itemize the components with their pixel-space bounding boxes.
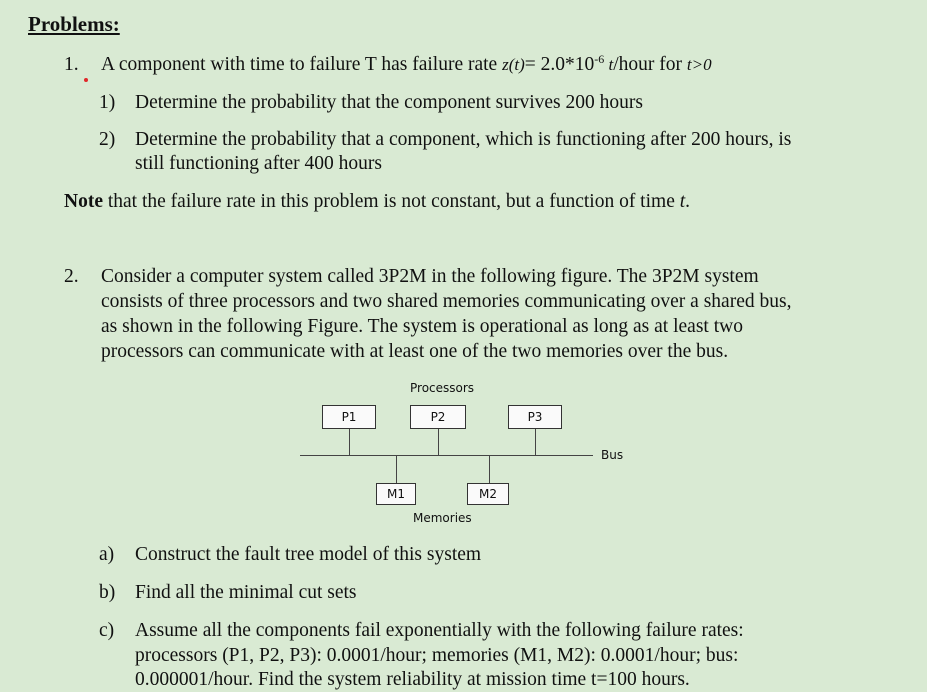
processor-p2-box: P2 bbox=[410, 405, 466, 429]
p3-connector bbox=[535, 429, 536, 455]
note-t-var: t bbox=[679, 191, 686, 212]
red-marker-dot bbox=[84, 78, 88, 82]
p2-connector bbox=[438, 429, 439, 455]
m1-connector bbox=[396, 455, 397, 483]
p1-text-c: /hour for bbox=[613, 54, 687, 75]
p2-item-a-num: a) bbox=[99, 544, 115, 565]
p2-item-c-line3: 0.000001/hour. Find the system reliability at mission time t=100 hours. bbox=[135, 669, 690, 690]
problem-1-statement bbox=[101, 53, 712, 77]
processor-p3-box: P3 bbox=[508, 405, 562, 429]
note-text: that the failure rate in this problem is not constant, but a function of time bbox=[102, 191, 680, 212]
memory-m1-box: M1 bbox=[376, 483, 416, 505]
p1-item-2-line2: still functioning after 400 hours bbox=[135, 153, 382, 174]
p2-item-c-line2: processors (P1, P2, P3): 0.0001/hour; memories (M1, M2): 0.0001/hour; bus: bbox=[135, 645, 739, 666]
p1-connector bbox=[349, 429, 350, 455]
p1-rate-lhs: z(t) bbox=[502, 55, 525, 74]
p1-t-var: t bbox=[604, 55, 614, 74]
page-title: Problems: bbox=[28, 12, 120, 36]
p1-exponent: -6 bbox=[594, 52, 605, 66]
p1-condition: t>0 bbox=[686, 55, 712, 74]
p2-line-2: consists of three processors and two shared memories communicating over a shared bus, bbox=[101, 291, 792, 312]
processor-p1-box: P1 bbox=[322, 405, 376, 429]
processors-label: Processors bbox=[410, 381, 475, 395]
p2-item-a-text: Construct the fault tree model of this system bbox=[135, 544, 482, 565]
p1-item-2-num: 2) bbox=[99, 129, 116, 150]
p2-item-b-text: Find all the minimal cut sets bbox=[135, 582, 357, 603]
p1-note bbox=[64, 190, 690, 214]
p2-item-c-num: c) bbox=[99, 620, 115, 641]
p1-item-1-num: 1) bbox=[99, 92, 116, 113]
p2-item-b-num: b) bbox=[99, 582, 116, 603]
p1-item-1-text: Determine the probability that the component survives 200 hours bbox=[135, 92, 643, 113]
p1-item-2-line1: Determine the probability that a component, which is functioning after 200 hours, is bbox=[135, 129, 792, 150]
p2-line-4: processors can communicate with at least one of the two memories over the bus. bbox=[101, 341, 729, 362]
shared-bus-line bbox=[300, 455, 593, 456]
problem-1-number: 1. bbox=[64, 54, 79, 75]
memories-label: Memories bbox=[413, 511, 472, 525]
note-end: . bbox=[685, 191, 691, 212]
p2-line-1: Consider a computer system called 3P2M in the following figure. The 3P2M system bbox=[101, 266, 759, 287]
m2-connector bbox=[489, 455, 490, 483]
memory-m2-box: M2 bbox=[467, 483, 509, 505]
p2-item-c-line1: Assume all the components fail exponentially with the following failure rates: bbox=[135, 620, 744, 641]
bus-label: Bus bbox=[601, 448, 624, 462]
problem-2-number: 2. bbox=[64, 266, 79, 287]
note-label: Note bbox=[64, 191, 103, 212]
p2-line-3: as shown in the following Figure. The system is operational as long as at least two bbox=[101, 316, 743, 337]
p1-text-b: = 2.0*10 bbox=[524, 54, 595, 75]
p1-text-a: A component with time to failure T has failure rate bbox=[101, 54, 503, 75]
